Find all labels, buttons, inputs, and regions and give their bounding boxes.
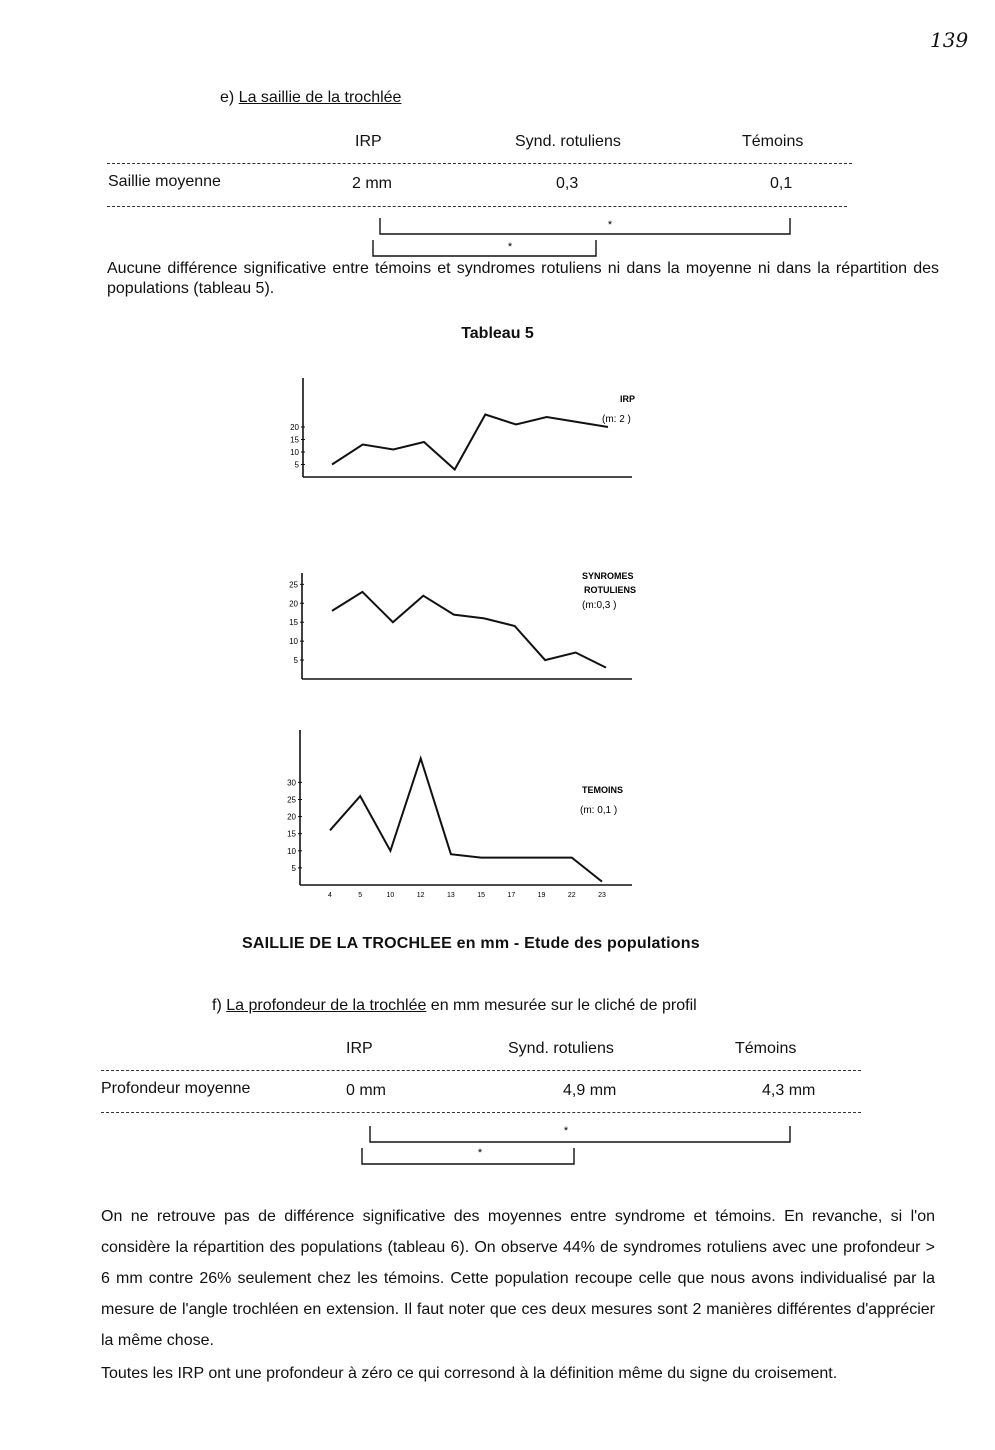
chart-synd-line bbox=[332, 592, 606, 668]
table-e-value-synd: 0,3 bbox=[556, 175, 579, 192]
table-f-value-irp: 0 mm bbox=[346, 1082, 386, 1099]
bracket-f-irp-temoins bbox=[370, 1126, 790, 1142]
bracket-f-marker-1: * bbox=[563, 1125, 569, 1137]
chart-irp-ytick-label: 15 bbox=[290, 435, 299, 445]
chart-irp-ytick-label: 5 bbox=[294, 460, 299, 470]
bracket-f-marker-2: * bbox=[477, 1147, 483, 1159]
table-f-top-rule bbox=[101, 1070, 861, 1071]
chart-temoins-xtick-label: 13 bbox=[446, 892, 455, 899]
chart-temoins-line bbox=[330, 758, 602, 881]
chart-temoins-ytick-label: 30 bbox=[287, 778, 296, 788]
bracket-irp-temoins bbox=[380, 218, 790, 234]
section-e-prefix: e) bbox=[220, 89, 239, 106]
chart-temoins-xtick-label: 4 bbox=[328, 892, 332, 899]
table-e-header-irp: IRP bbox=[355, 133, 382, 150]
chart-irp bbox=[260, 370, 700, 490]
chart-temoins-xtick-label: 10 bbox=[386, 892, 395, 899]
bracket-marker-2: * bbox=[507, 241, 513, 253]
chart-temoins-xtick-label: 5 bbox=[358, 892, 363, 899]
table-e-value-temoins: 0,1 bbox=[770, 175, 793, 192]
chart-temoins-xtick-label: 19 bbox=[537, 892, 546, 899]
chart-temoins-xticks bbox=[328, 892, 606, 899]
chart-temoins-xtick-label: 12 bbox=[416, 892, 425, 899]
table-f-value-synd: 4,9 mm bbox=[563, 1082, 617, 1099]
section-f-title: La profondeur de la trochlée bbox=[226, 997, 427, 1014]
section-f-suffix: en mm mesurée sur le cliché de profil bbox=[426, 997, 697, 1014]
section-e-title: La saillie de la trochlée bbox=[238, 89, 402, 106]
section-f-prefix: f) bbox=[212, 997, 227, 1014]
chart-temoins-ytick-label: 25 bbox=[287, 795, 296, 805]
chart-temoins-ytick-label: 20 bbox=[287, 812, 296, 822]
chart-synd-ytick-label: 15 bbox=[289, 618, 298, 628]
table-e-header-temoins: Témoins bbox=[742, 133, 804, 150]
table-e-value-irp: 2 mm bbox=[352, 175, 392, 192]
chart-synd-ytick-label: 10 bbox=[289, 637, 298, 647]
table-f-header-temoins: Témoins bbox=[735, 1040, 797, 1057]
table-f-value-temoins: 4,3 mm bbox=[762, 1082, 816, 1099]
chart-irp-label-1: IRP bbox=[620, 394, 636, 404]
table-f-header-synd: Synd. rotuliens bbox=[508, 1040, 614, 1057]
chart-irp-ytick-label: 10 bbox=[290, 448, 299, 457]
chart-synd-ytick-label: 5 bbox=[293, 656, 298, 666]
chart-temoins-ytick-label: 15 bbox=[287, 829, 296, 839]
bracket-irp-synd bbox=[373, 240, 596, 256]
chart-temoins-xtick-label: 23 bbox=[598, 892, 606, 899]
significance-brackets-e bbox=[360, 212, 810, 262]
chart-temoins-xtick-label: 17 bbox=[507, 892, 516, 899]
page-number: 139 bbox=[930, 28, 969, 52]
section-f-heading bbox=[212, 997, 697, 1015]
chart-synd bbox=[260, 565, 700, 690]
chart-temoins-label-1: TEMOINS bbox=[582, 785, 624, 795]
section-e-heading bbox=[220, 89, 401, 107]
table-e-bottom-rule bbox=[107, 206, 847, 207]
chart-irp-ytick-label: 20 bbox=[290, 423, 299, 432]
chart-synd-ytick-label: 25 bbox=[289, 580, 298, 590]
chart-temoins-ytick-label: 10 bbox=[287, 846, 296, 856]
table-e-row-label: Saillie moyenne bbox=[108, 173, 221, 190]
chart-synd-label-1: SYNROMES bbox=[582, 571, 634, 581]
table-e-header-synd: Synd. rotuliens bbox=[515, 133, 621, 150]
chart-temoins-xtick-label: 15 bbox=[477, 892, 486, 899]
chart-temoins-ytick-label: 5 bbox=[291, 863, 296, 873]
chart-irp-label-2: (m: 2 ) bbox=[602, 414, 631, 425]
table-f-bottom-rule bbox=[101, 1112, 861, 1113]
significance-brackets-f bbox=[350, 1118, 810, 1170]
figure-title: Tableau 5 bbox=[461, 325, 534, 342]
chart-synd-label-3: (m:0,3 ) bbox=[582, 600, 617, 611]
section-f-paragraph-1: On ne retrouve pas de différence significative des moyennes entre syndrome et témoins. En revanche, si l'on considère la répartition des populations (tableau 6). On observe 44% de syndromes rotuliens avec une profondeur > 6 mm contre 26% seulement chez les témoins. Cette population recoupe celle que nous avons individualisé par la mesure de l'angle trochléen en extension. Il faut noter que ces deux mesures sont 2 manières différentes d'apprécier la même chose. bbox=[101, 1208, 935, 1349]
chart-temoins bbox=[260, 725, 700, 905]
section-e-paragraph: Aucune différence significative entre témoins et syndromes rotuliens ni dans la moyenne ni dans la répartition des populations (tableau 5). bbox=[107, 260, 939, 297]
chart-synd-ytick-label: 20 bbox=[289, 599, 298, 609]
chart-synd-label-2: ROTULIENS bbox=[584, 585, 637, 595]
section-f-paragraph-2: Toutes les IRP ont une profondeur à zéro ce qui corresond à la définition même du signe du croisement. bbox=[101, 1365, 838, 1382]
chart-irp-line bbox=[332, 415, 608, 470]
bracket-f-irp-synd bbox=[362, 1148, 574, 1164]
table-f-header-irp: IRP bbox=[346, 1040, 373, 1057]
chart-temoins-xtick-label: 22 bbox=[567, 892, 576, 899]
table-f-row-label: Profondeur moyenne bbox=[101, 1080, 251, 1097]
chart-temoins-label-2: (m: 0,1 ) bbox=[580, 805, 618, 816]
figure-caption: SAILLIE DE LA TROCHLEE en mm - Etude des populations bbox=[242, 935, 700, 952]
table-e-top-rule bbox=[107, 163, 852, 164]
bracket-marker-1: * bbox=[607, 219, 613, 231]
